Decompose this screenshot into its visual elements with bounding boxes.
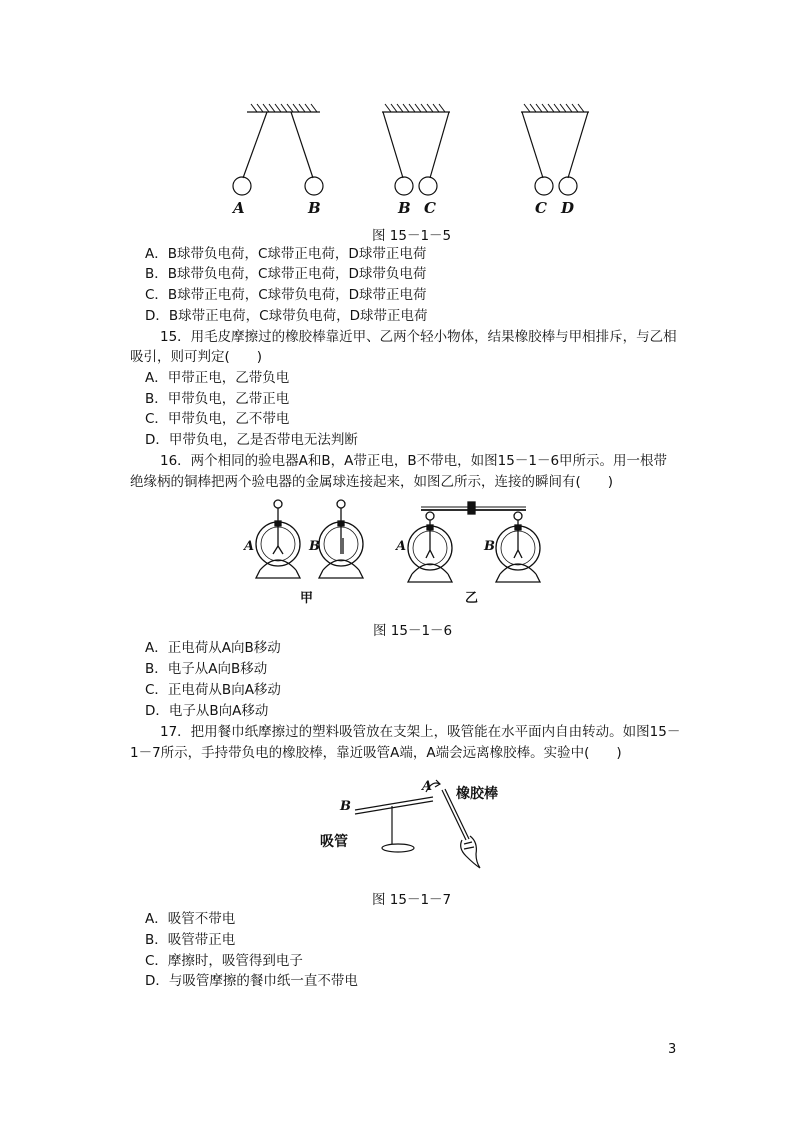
figure-label-yi: 乙 xyxy=(465,591,479,606)
straw-label-a: A xyxy=(422,779,433,794)
ball-label-c2: C xyxy=(535,199,547,217)
electroscope-label-b1: B xyxy=(309,539,320,554)
q15-stem-line1: 15．用毛皮摩擦过的橡胶棒靠近甲、乙两个轻小物体，结果橡胶棒与甲相排斥，与乙相 xyxy=(160,329,677,345)
q15-stem-line2: 吸引，则可判定( ) xyxy=(130,349,263,365)
electroscope-label-b2: B xyxy=(484,539,495,554)
figure-15-1-7 xyxy=(318,770,518,878)
q15-option-d: D．甲带负电，乙是否带电无法判断 xyxy=(145,432,358,448)
q17-option-b: B．吸管带正电 xyxy=(145,932,236,948)
q17-stem-line2: 1－7所示，手持带负电的橡胶棒，靠近吸管A端，A端会远离橡胶棒。实验中( ) xyxy=(130,745,622,761)
q14-option-b: B．B球带负电荷，C球带正电荷，D球带负电荷 xyxy=(145,266,427,282)
q17-option-a: A．吸管不带电 xyxy=(145,911,236,927)
q17-option-c: C．摩擦时，吸管得到电子 xyxy=(145,953,303,969)
q15-option-a: A．甲带正电，乙带负电 xyxy=(145,370,290,386)
q17-option-d: D．与吸管摩擦的餐巾纸一直不带电 xyxy=(145,973,358,989)
ball-label-c: C xyxy=(424,199,436,217)
q15-option-b: B．甲带负电，乙带正电 xyxy=(145,391,290,407)
figure-caption-15-1-7: 图 15－1－7 xyxy=(372,892,452,908)
ball-label-a: A xyxy=(233,199,245,217)
q14-option-a: A．B球带负电荷，C球带正电荷，D球带正电荷 xyxy=(145,246,427,262)
straw-label-b: B xyxy=(340,799,351,814)
q16-option-c: C．正电荷从B向A移动 xyxy=(145,682,281,698)
electroscope-label-a1: A xyxy=(244,539,255,554)
q16-option-d: D．电子从B向A移动 xyxy=(145,703,269,719)
page-number: 3 xyxy=(668,1042,677,1057)
figure-caption-15-1-5: 图 15－1－5 xyxy=(372,228,452,244)
label-rubber-rod: 橡胶棒 xyxy=(456,786,498,802)
q16-stem-line2: 绝缘柄的铜棒把两个验电器的金属球连接起来，如图乙所示，连接的瞬间有( ) xyxy=(130,474,614,490)
figure-15-1-5 xyxy=(225,100,605,218)
q16-option-a: A．正电荷从A向B移动 xyxy=(145,640,281,656)
label-straw: 吸管 xyxy=(320,834,348,850)
ball-label-b: B xyxy=(308,199,321,217)
q16-option-b: B．电子从A向B移动 xyxy=(145,661,268,677)
figure-label-jia: 甲 xyxy=(300,591,314,606)
q17-stem-line1: 17．把用餐巾纸摩擦过的塑料吸管放在支架上，吸管能在水平面内自由转动。如图15－ xyxy=(160,724,681,740)
figure-15-1-6 xyxy=(240,498,560,608)
q15-option-c: C．甲带负电，乙不带电 xyxy=(145,411,290,427)
electroscope-label-a2: A xyxy=(396,539,407,554)
ball-label-d: D xyxy=(561,199,575,217)
q14-option-d: D．B球带正电荷，C球带负电荷，D球带正电荷 xyxy=(145,308,428,324)
q16-stem-line1: 16．两个相同的验电器A和B，A带正电，B不带电，如图15－1－6甲所示。用一根带 xyxy=(160,453,668,469)
q14-option-c: C．B球带正电荷，C球带负电荷，D球带正电荷 xyxy=(145,287,427,303)
ball-label-b2: B xyxy=(398,199,411,217)
figure-caption-15-1-6: 图 15－1－6 xyxy=(373,623,453,639)
